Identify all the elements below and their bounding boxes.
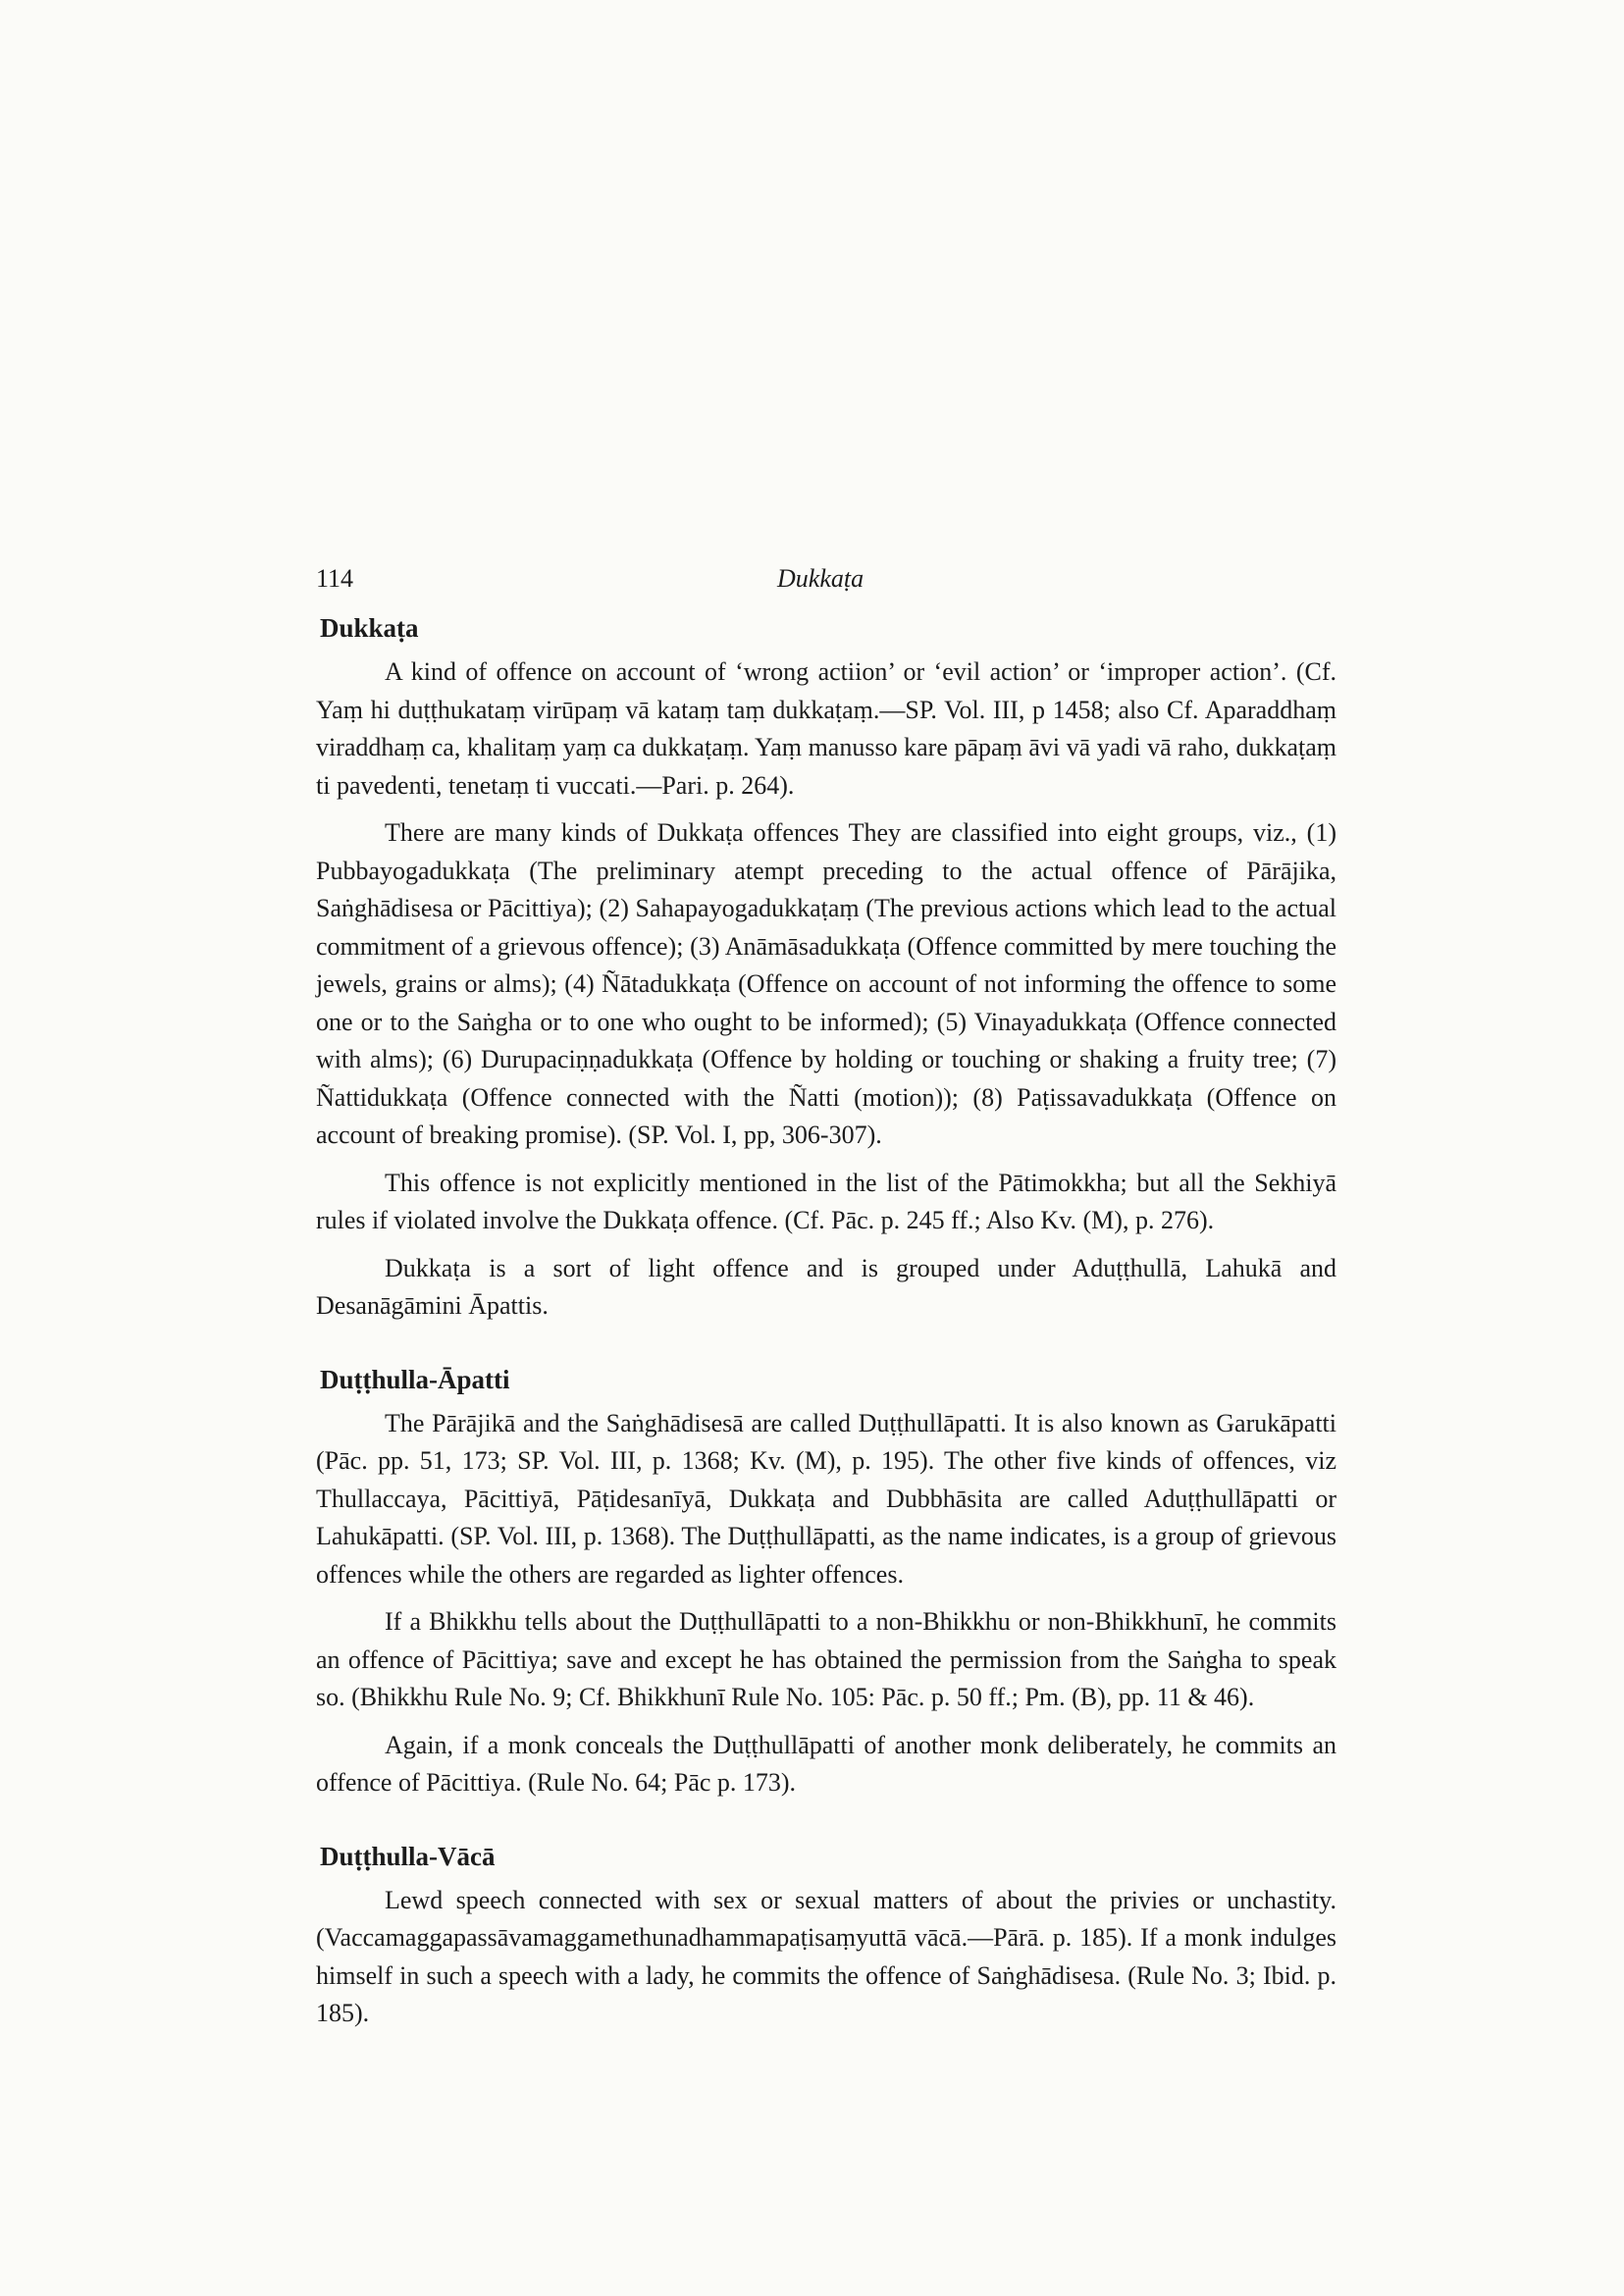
running-head: Dukkaṭa: [777, 564, 864, 593]
entry-title: Duṭṭhulla-Āpatti: [320, 1364, 510, 1394]
paragraph: This offence is not explicitly mentioned in the list of the Pātimokkha; but all the Sekhiyā rules if violated involve the Dukkaṭa offence. (Cf. Pāc. p. 245 ff.; Also Kv. (M), p. 276).: [316, 1168, 1336, 1234]
entry-title: Dukkaṭa: [320, 613, 419, 643]
section-dutthulla-apatti: [316, 1365, 1336, 1802]
section-dukkata: [316, 613, 1336, 1326]
section-dutthulla-vaca: [316, 1842, 1336, 2033]
paragraph: A kind of offence on account of ‘wrong actiion’ or ‘evil action’ or ‘improper action’. (Cf. Yaṃ hi duṭṭhukataṃ virūpaṃ vā kataṃ taṃ dukkaṭaṃ.—SP. Vol. III, p 1458; also Cf. Aparaddhaṃ viraddhaṃ ca, khalitaṃ yaṃ ca dukkaṭaṃ. Yaṃ manusso kare pāpaṃ āvi vā yadi vā raho, dukkaṭaṃ ti pavedenti, tenetaṃ ti vuccati.—Pari. p. 264).: [316, 657, 1336, 800]
page-header: [316, 564, 1336, 603]
paragraph: There are many kinds of Dukkaṭa offences They are classified into eight groups, viz., (1) Pubbayogadukkaṭa (The preliminary atempt preceding to the actual offence of Pārājika, Saṅghādisesa or Pācittiya); (2) Sahapayogadukkaṭaṃ (The previous actions which lead to the actual commitment of a grievous offence); (3) Anāmāsadukkaṭa (Offence committed by mere touching the jewels, grains or alms); (4) Ñātadukkaṭa (Offence on account of not informing the offence to some one or to the Saṅgha or to one who ought to be informed); (5) Vinayadukkaṭa (Offence connected with alms); (6) Durupaciṇṇadukkaṭa (Offence by holding or touching or shaking a fruity tree; (7) Ñattidukkaṭa (Offence connected with the Ñatti (motion)); (8) Paṭissavadukkaṭa (Offence on account of breaking promise). (SP. Vol. I, pp, 306-307).: [316, 818, 1336, 1149]
page-number: 114: [316, 564, 354, 593]
document-page: [316, 564, 1336, 2043]
paragraph: Lewd speech connected with sex or sexual matters of about the privies or unchastity. (Vaccamaggapassāvamaggamethunadhammapaṭisaṃyuttā vācā.—Pārā. p. 185). If a monk indulges himself in such a speech with a lady, he commits the offence of Saṅghādisesa. (Rule No. 3; Ibid. p. 185).: [316, 1885, 1336, 2027]
entry-title: Duṭṭhulla-Vācā: [320, 1841, 496, 1871]
paragraph: Dukkaṭa is a sort of light offence and is grouped under Aduṭṭhullā, Lahukā and Desanāgāmini Āpattis.: [316, 1253, 1336, 1320]
paragraph: If a Bhikkhu tells about the Duṭṭhullāpatti to a non-Bhikkhu or non-Bhikkhunī, he commits an offence of Pācittiya; save and except he has obtained the permission from the Saṅgha to speak so. (Bhikkhu Rule No. 9; Cf. Bhikkhunī Rule No. 105: Pāc. p. 50 ff.; Pm. (B), pp. 11 & 46).: [316, 1607, 1336, 1711]
paragraph: The Pārājikā and the Saṅghādisesā are called Duṭṭhullāpatti. It is also known as Garukāpatti (Pāc. pp. 51, 173; SP. Vol. III, p. 1368; Kv. (M), p. 195). The other five kinds of offences, viz Thullaccaya, Pācittiyā, Pāṭidesanīyā, Dukkaṭa and Dubbhāsita are called Aduṭṭhullāpatti or Lahukāpatti. (SP. Vol. III, p. 1368). The Duṭṭhullāpatti, as the name indicates, is a group of grievous offences while the others are regarded as lighter offences.: [316, 1408, 1336, 1589]
paragraph: Again, if a monk conceals the Duṭṭhullāpatti of another monk deliberately, he commits an offence of Pācittiya. (Rule No. 64; Pāc p. 173).: [316, 1730, 1336, 1797]
